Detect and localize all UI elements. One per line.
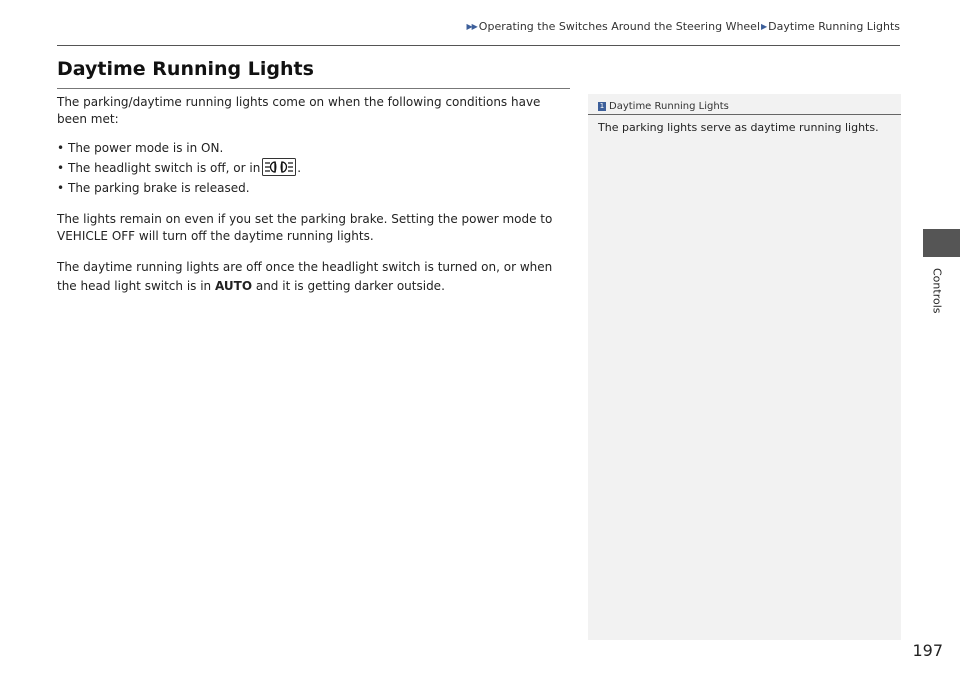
page-title: Daytime Running Lights (57, 58, 314, 80)
section-tab[interactable] (923, 229, 960, 257)
arrow-icon: ▶ (761, 22, 767, 31)
list-item: • The parking brake is released. (57, 180, 572, 197)
parking-brake-paragraph: The lights remain on even if you set the parking brake. Setting the power mode to VEHICLE OFF will turn off the daytime running lights. (57, 212, 553, 243)
side-note-title: Daytime Running Lights (609, 100, 729, 112)
main-content (57, 94, 572, 296)
breadcrumb-parent[interactable]: Operating the Switches Around the Steering Wheel (478, 20, 761, 33)
breadcrumb (465, 20, 900, 33)
side-note-panel (588, 94, 901, 640)
page-number: 197 (912, 641, 943, 660)
header-rule (57, 45, 900, 46)
list-item: • The headlight switch is off, or in . (57, 160, 572, 177)
intro-paragraph: The parking/daytime running lights come on when the following conditions have been met: (57, 95, 541, 126)
auto-keyword: AUTO (214, 279, 253, 293)
conditions-list (57, 140, 572, 197)
lights-off-paragraph: The daytime running lights are off once the headlight switch is turned on, or when the head light switch is in AUTO and it is getting darker outside. (57, 260, 553, 293)
list-item: • The power mode is in ON. (57, 140, 572, 157)
parking-light-icon (262, 158, 296, 176)
title-rule (57, 88, 570, 89)
note-badge-icon: 1 (599, 101, 605, 110)
double-arrow-icon: ▶▶ (466, 22, 477, 31)
side-note-header (588, 94, 901, 114)
breadcrumb-current[interactable]: Daytime Running Lights (768, 20, 900, 33)
section-label: Controls (930, 268, 944, 314)
side-note-text: The parking lights serve as daytime running lights. (598, 121, 879, 134)
